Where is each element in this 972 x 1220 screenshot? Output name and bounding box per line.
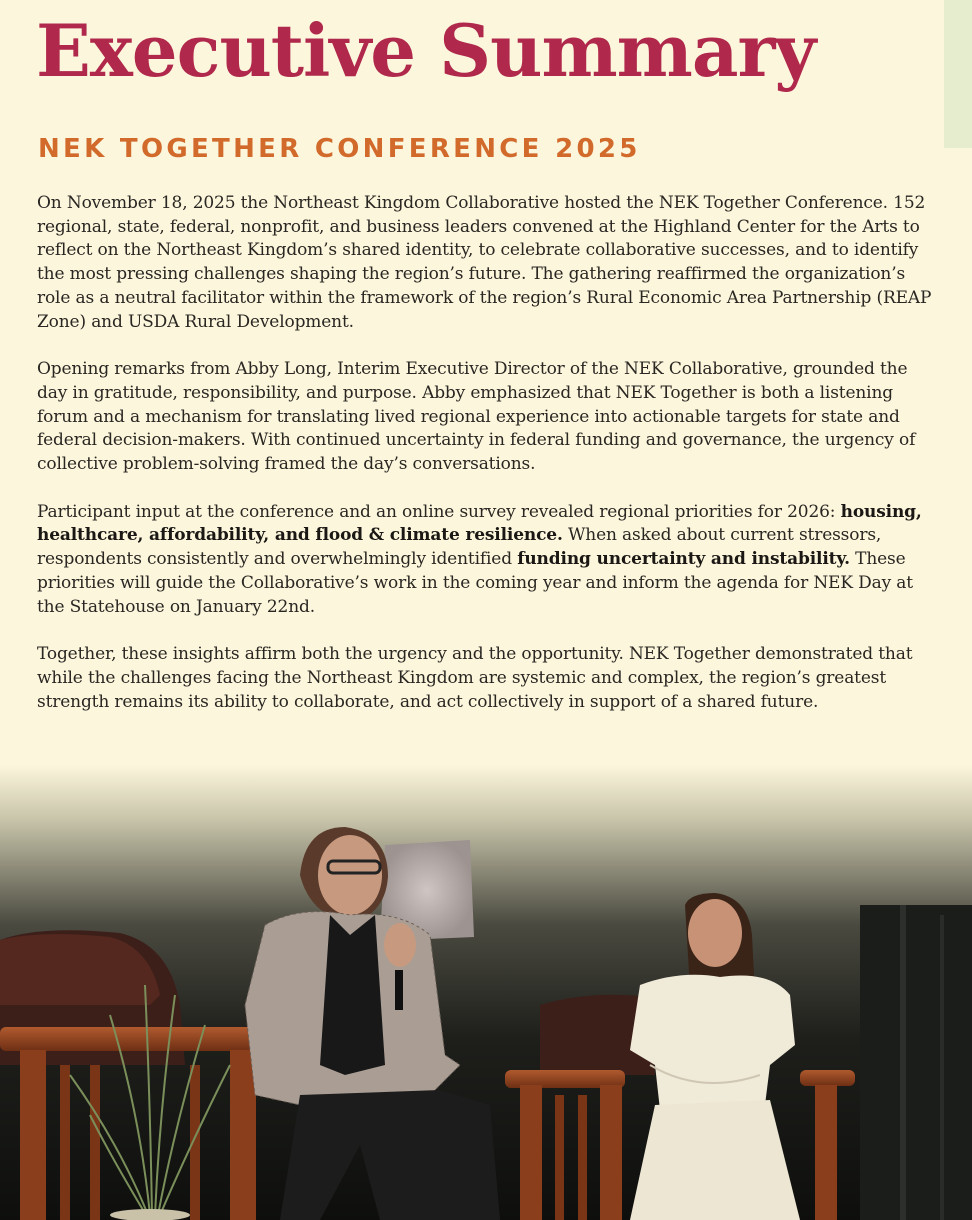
stressors-highlight: funding uncertainty and instability.	[517, 549, 850, 570]
paragraph-priorities	[37, 501, 942, 620]
summary-body	[37, 192, 942, 738]
priorities-text-2: When asked about current stressors, respondents consistently and overwhelmingly identified	[37, 525, 882, 570]
paragraph-conclusion: Together, these insights affirm both the urgency and the opportunity. NEK Together demonstrated that while the challenges facing the Northeast Kingdom are systemic and complex, the region’s greatest strength remains its ability to collaborate, and act collectively in support of a shared future.	[37, 644, 913, 712]
section-subtitle: NEK TOGETHER CONFERENCE 2025	[38, 134, 641, 164]
priorities-list: housing, healthcare, affordability, and flood & climate resilience.	[37, 501, 922, 546]
side-tab-accent	[944, 0, 972, 148]
page-title: Executive Summary	[36, 8, 816, 93]
priorities-text-3: These priorities will guide the Collaborative’s work in the coming year and inform the agenda for NEK Day at the Statehouse on January 22nd.	[37, 549, 913, 617]
paragraph-opening-remarks: Opening remarks from Abby Long, Interim Executive Director of the NEK Collaborative, grounded the day in gratitude, responsibility, and purpose. Abby emphasized that NEK Together is both a listening forum and a mechanism for translating lived regional experience into actionable targets for state and federal decision-makers. With continued uncertainty in federal funding and governance, the urgency of collective problem-solving framed the day’s conversations.	[37, 359, 916, 475]
priorities-text-1: Participant input at the conference and an online survey revealed regional priorities for 2026:	[37, 501, 841, 522]
paragraph-intro: On November 18, 2025 the Northeast Kingdom Collaborative hosted the NEK Together Conference. 152 regional, state, federal, nonprofit, and business leaders convened at the Highland Center for the Arts to reflect on the Northeast Kingdom’s shared identity, to celebrate collaborative successes, and to identify the most pressing challenges shaping the region’s future. The gathering reaffirmed the organization’s role as a neutral facilitator within the framework of the region’s Rural Economic Area Partnership (REAP Zone) and USDA Rural Development.	[37, 193, 932, 332]
stage-photo-illustration	[0, 765, 972, 1220]
conference-stage-photo	[0, 765, 972, 1220]
